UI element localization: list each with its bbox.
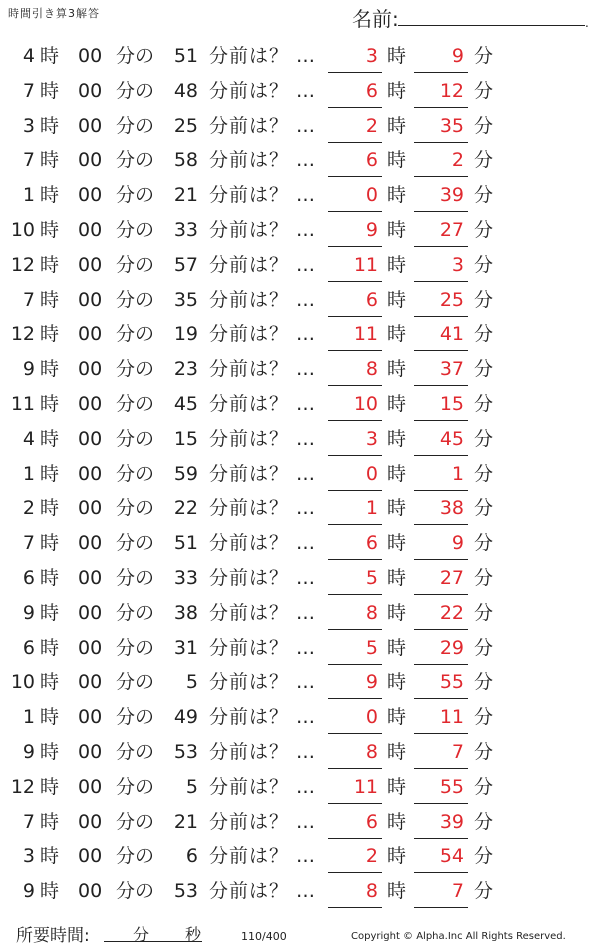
answer-hour: 6: [365, 532, 378, 555]
answer-hour-unit: 時: [387, 323, 407, 346]
question-suffix: 分前は？ …: [209, 149, 317, 172]
problem-minutes: 53: [173, 880, 198, 903]
problem-minutes: 23: [173, 358, 198, 381]
minute-particle-label: 分の: [116, 810, 155, 833]
answer-minute: 9: [451, 532, 464, 555]
question-suffix: 分前は？ …: [209, 288, 317, 311]
hour-unit-label: 時: [40, 79, 60, 102]
answer-hour-unit: 時: [387, 358, 407, 381]
hour-unit-label: 時: [40, 636, 60, 659]
question-suffix: 分前は？ …: [209, 184, 317, 207]
answer-hour: 3: [365, 427, 378, 450]
answer-minute: 54: [439, 845, 464, 868]
problem-row: [0, 212, 600, 247]
problem-minutes: 19: [173, 323, 198, 346]
answer-hour-unit: 時: [387, 706, 407, 729]
name-field-dot: .: [585, 16, 589, 30]
problem-minutes: 51: [173, 45, 198, 67]
answer-minute: 27: [439, 566, 464, 589]
problem-minutes: 51: [173, 532, 198, 555]
answer-hour: 9: [365, 218, 378, 241]
problem-row: [0, 177, 600, 212]
problem-minutes: 21: [173, 184, 198, 207]
answer-minute: 11: [439, 706, 464, 729]
hour-unit-label: 時: [40, 149, 60, 172]
answer-minute-unit: 分: [474, 671, 494, 694]
problem-row: [0, 490, 600, 525]
required-time-second-label: 秒: [185, 925, 202, 944]
zero-minutes: 00: [78, 288, 103, 311]
problem-row: [0, 804, 600, 839]
answer-minute: 2: [451, 149, 464, 172]
hour-unit-label: 時: [40, 427, 60, 450]
problem-hour: 9: [22, 880, 35, 903]
question-suffix: 分前は？ …: [209, 427, 317, 450]
problem-minutes: 21: [173, 810, 198, 833]
answer-minute-unit: 分: [474, 775, 494, 798]
answer-minute: 37: [439, 358, 464, 381]
problem-hour: 7: [22, 288, 35, 311]
question-suffix: 分前は？ …: [209, 880, 317, 903]
problem-minutes: 35: [173, 288, 198, 311]
answer-hour-unit: 時: [387, 601, 407, 624]
zero-minutes: 00: [78, 532, 103, 555]
answer-hour: 1: [365, 497, 378, 520]
answer-hour: 0: [365, 462, 378, 485]
answer-minute: 1: [451, 462, 464, 485]
minute-particle-label: 分の: [116, 253, 155, 276]
hour-unit-label: 時: [40, 218, 60, 241]
problem-row: [0, 386, 600, 421]
problem-row: [0, 38, 600, 73]
problem-row: [0, 421, 600, 456]
zero-minutes: 00: [78, 392, 103, 415]
problem-hour: 10: [10, 218, 35, 241]
answer-hour: 11: [353, 323, 378, 346]
hour-unit-label: 時: [40, 601, 60, 624]
minute-particle-label: 分の: [116, 601, 155, 624]
problem-row: [0, 769, 600, 804]
minute-particle-label: 分の: [116, 880, 155, 903]
answer-hour: 6: [365, 810, 378, 833]
hour-unit-label: 時: [40, 810, 60, 833]
required-time-label: 所要時間:: [16, 926, 90, 946]
problem-row: [0, 699, 600, 734]
problem-minutes: 58: [173, 149, 198, 172]
problem-minutes: 57: [173, 253, 198, 276]
answer-hour: 6: [365, 288, 378, 311]
answer-hour: 6: [365, 79, 378, 102]
answer-minute-unit: 分: [474, 497, 494, 520]
problem-hour: 4: [22, 427, 35, 450]
answer-hour-unit: 時: [387, 288, 407, 311]
answer-hour: 2: [365, 845, 378, 868]
problem-hour: 9: [22, 740, 35, 763]
question-suffix: 分前は？ …: [209, 740, 317, 763]
answer-hour-unit: 時: [387, 114, 407, 137]
answer-minute: 35: [439, 114, 464, 137]
problem-row: [0, 838, 600, 873]
zero-minutes: 00: [78, 740, 103, 763]
problem-minutes: 25: [173, 114, 198, 137]
question-suffix: 分前は？ …: [209, 810, 317, 833]
problem-hour: 7: [22, 810, 35, 833]
problem-hour: 12: [10, 253, 35, 276]
answer-hour: 5: [365, 566, 378, 589]
hour-unit-label: 時: [40, 288, 60, 311]
problem-minutes: 5: [185, 671, 198, 694]
problem-row: [0, 282, 600, 317]
question-suffix: 分前は？ …: [209, 706, 317, 729]
hour-unit-label: 時: [40, 566, 60, 589]
hour-unit-label: 時: [40, 497, 60, 520]
answer-minute-unit: 分: [474, 45, 494, 67]
minute-particle-label: 分の: [116, 288, 155, 311]
answer-hour-unit: 時: [387, 79, 407, 102]
hour-unit-label: 時: [40, 45, 60, 67]
answer-hour-unit: 時: [387, 184, 407, 207]
hour-unit-label: 時: [40, 323, 60, 346]
question-suffix: 分前は？ …: [209, 358, 317, 381]
answer-minute: 15: [439, 392, 464, 415]
answer-hour-unit: 時: [387, 740, 407, 763]
zero-minutes: 00: [78, 671, 103, 694]
minute-particle-label: 分の: [116, 427, 155, 450]
answer-hour-unit: 時: [387, 532, 407, 555]
answer-hour-unit: 時: [387, 253, 407, 276]
answer-minute-unit: 分: [474, 880, 494, 903]
answer-hour-unit: 時: [387, 671, 407, 694]
problem-hour: 9: [22, 601, 35, 624]
minute-particle-label: 分の: [116, 532, 155, 555]
answer-minute-unit: 分: [474, 79, 494, 102]
answer-minute-unit: 分: [474, 288, 494, 311]
answer-minute-unit: 分: [474, 740, 494, 763]
hour-unit-label: 時: [40, 845, 60, 868]
question-suffix: 分前は？ …: [209, 845, 317, 868]
minute-particle-label: 分の: [116, 392, 155, 415]
problem-list: [0, 38, 600, 908]
answer-hour: 5: [365, 636, 378, 659]
answer-hour: 10: [353, 392, 378, 415]
minute-particle-label: 分の: [116, 497, 155, 520]
problem-hour: 7: [22, 79, 35, 102]
answer-hour: 9: [365, 671, 378, 694]
hour-unit-label: 時: [40, 358, 60, 381]
problem-hour: 7: [22, 532, 35, 555]
zero-minutes: 00: [78, 427, 103, 450]
question-suffix: 分前は？ …: [209, 218, 317, 241]
problem-minutes: 38: [173, 601, 198, 624]
zero-minutes: 00: [78, 810, 103, 833]
answer-minute: 7: [451, 740, 464, 763]
answer-hour-unit: 時: [387, 462, 407, 485]
answer-minute: 22: [439, 601, 464, 624]
answer-hour: 8: [365, 601, 378, 624]
problem-hour: 9: [22, 358, 35, 381]
answer-hour-unit: 時: [387, 775, 407, 798]
answer-minute: 39: [439, 184, 464, 207]
answer-minute-unit: 分: [474, 636, 494, 659]
problem-hour: 4: [22, 45, 35, 67]
problem-minutes: 48: [173, 79, 198, 102]
problem-row: [0, 734, 600, 769]
answer-hour: 6: [365, 149, 378, 172]
answer-hour-unit: 時: [387, 149, 407, 172]
hour-unit-label: 時: [40, 880, 60, 903]
problem-minutes: 59: [173, 462, 198, 485]
zero-minutes: 00: [78, 566, 103, 589]
problem-hour: 7: [22, 149, 35, 172]
answer-minute-unit: 分: [474, 706, 494, 729]
answer-minute-unit: 分: [474, 427, 494, 450]
minute-particle-label: 分の: [116, 636, 155, 659]
answer-minute-unit: 分: [474, 566, 494, 589]
minute-particle-label: 分の: [116, 323, 155, 346]
answer-hour-unit: 時: [387, 636, 407, 659]
answer-minute-unit: 分: [474, 114, 494, 137]
question-suffix: 分前は？ …: [209, 671, 317, 694]
problem-row: [0, 560, 600, 595]
answer-hour-unit: 時: [387, 392, 407, 415]
problem-row: [0, 525, 600, 560]
minute-particle-label: 分の: [116, 462, 155, 485]
zero-minutes: 00: [78, 79, 103, 102]
problem-row: [0, 247, 600, 282]
answer-minute-underline: [414, 907, 468, 908]
zero-minutes: 00: [78, 218, 103, 241]
hour-unit-label: 時: [40, 706, 60, 729]
answer-minute-unit: 分: [474, 149, 494, 172]
problem-hour: 3: [22, 845, 35, 868]
zero-minutes: 00: [78, 45, 103, 67]
minute-particle-label: 分の: [116, 671, 155, 694]
problem-hour: 12: [10, 323, 35, 346]
answer-minute: 3: [451, 253, 464, 276]
name-field-line: [398, 25, 585, 26]
answer-minute-unit: 分: [474, 810, 494, 833]
zero-minutes: 00: [78, 462, 103, 485]
minute-particle-label: 分の: [116, 566, 155, 589]
hour-unit-label: 時: [40, 775, 60, 798]
problem-row: [0, 316, 600, 351]
zero-minutes: 00: [78, 636, 103, 659]
problem-hour: 12: [10, 775, 35, 798]
problem-row: [0, 595, 600, 630]
problem-minutes: 15: [173, 427, 198, 450]
problem-minutes: 5: [185, 775, 198, 798]
question-suffix: 分前は？ …: [209, 462, 317, 485]
zero-minutes: 00: [78, 184, 103, 207]
answer-hour: 0: [365, 706, 378, 729]
answer-minute-unit: 分: [474, 392, 494, 415]
zero-minutes: 00: [78, 358, 103, 381]
minute-particle-label: 分の: [116, 775, 155, 798]
answer-hour-unit: 時: [387, 427, 407, 450]
minute-particle-label: 分の: [116, 114, 155, 137]
answer-minute-unit: 分: [474, 218, 494, 241]
answer-minute: 9: [451, 45, 464, 67]
question-suffix: 分前は？ …: [209, 392, 317, 415]
answer-hour: 2: [365, 114, 378, 137]
zero-minutes: 00: [78, 601, 103, 624]
minute-particle-label: 分の: [116, 149, 155, 172]
problem-hour: 6: [22, 636, 35, 659]
problem-row: [0, 351, 600, 386]
answer-minute-unit: 分: [474, 532, 494, 555]
answer-minute: 7: [451, 880, 464, 903]
name-label: 名前:: [352, 7, 399, 31]
zero-minutes: 00: [78, 149, 103, 172]
answer-minute: 39: [439, 810, 464, 833]
problem-row: [0, 73, 600, 108]
problem-row: [0, 873, 600, 908]
answer-minute: 12: [439, 79, 464, 102]
minute-particle-label: 分の: [116, 218, 155, 241]
answer-minute: 41: [439, 323, 464, 346]
problem-minutes: 22: [173, 497, 198, 520]
zero-minutes: 00: [78, 706, 103, 729]
required-time-minute-label: 分: [133, 925, 150, 944]
problem-minutes: 31: [173, 636, 198, 659]
minute-particle-label: 分の: [116, 740, 155, 763]
answer-minute: 55: [439, 671, 464, 694]
question-suffix: 分前は？ …: [209, 79, 317, 102]
zero-minutes: 00: [78, 114, 103, 137]
minute-particle-label: 分の: [116, 79, 155, 102]
answer-minute-unit: 分: [474, 323, 494, 346]
problem-hour: 1: [22, 706, 35, 729]
problem-minutes: 49: [173, 706, 198, 729]
answer-hour-unit: 時: [387, 810, 407, 833]
question-suffix: 分前は？ …: [209, 45, 317, 67]
minute-particle-label: 分の: [116, 358, 155, 381]
problem-hour: 1: [22, 184, 35, 207]
hour-unit-label: 時: [40, 253, 60, 276]
problem-minutes: 53: [173, 740, 198, 763]
zero-minutes: 00: [78, 497, 103, 520]
answer-minute: 29: [439, 636, 464, 659]
zero-minutes: 00: [78, 323, 103, 346]
answer-minute: 55: [439, 775, 464, 798]
question-suffix: 分前は？ …: [209, 636, 317, 659]
question-suffix: 分前は？ …: [209, 323, 317, 346]
problem-hour: 10: [10, 671, 35, 694]
worksheet-title: 時間引き算3解答: [8, 7, 100, 20]
answer-hour: 0: [365, 184, 378, 207]
problem-minutes: 33: [173, 566, 198, 589]
question-suffix: 分前は？ …: [209, 775, 317, 798]
hour-unit-label: 時: [40, 671, 60, 694]
minute-particle-label: 分の: [116, 706, 155, 729]
problem-hour: 11: [10, 392, 35, 415]
problem-minutes: 6: [185, 845, 198, 868]
answer-hour: 8: [365, 740, 378, 763]
page-number: 110/400: [241, 930, 287, 943]
question-suffix: 分前は？ …: [209, 532, 317, 555]
problem-row: [0, 108, 600, 143]
answer-hour-unit: 時: [387, 45, 407, 67]
answer-hour-unit: 時: [387, 566, 407, 589]
answer-hour: 11: [353, 775, 378, 798]
problem-row: [0, 142, 600, 177]
problem-minutes: 33: [173, 218, 198, 241]
question-suffix: 分前は？ …: [209, 566, 317, 589]
question-suffix: 分前は？ …: [209, 253, 317, 276]
zero-minutes: 00: [78, 880, 103, 903]
hour-unit-label: 時: [40, 462, 60, 485]
zero-minutes: 00: [78, 845, 103, 868]
answer-hour-underline: [328, 907, 382, 908]
answer-minute-unit: 分: [474, 253, 494, 276]
problem-row: [0, 456, 600, 491]
minute-particle-label: 分の: [116, 845, 155, 868]
problem-minutes: 45: [173, 392, 198, 415]
answer-hour-unit: 時: [387, 845, 407, 868]
problem-row: [0, 664, 600, 699]
answer-minute: 25: [439, 288, 464, 311]
hour-unit-label: 時: [40, 184, 60, 207]
question-suffix: 分前は？ …: [209, 601, 317, 624]
answer-hour: 8: [365, 880, 378, 903]
problem-row: [0, 630, 600, 665]
zero-minutes: 00: [78, 775, 103, 798]
problem-hour: 3: [22, 114, 35, 137]
answer-minute-unit: 分: [474, 184, 494, 207]
zero-minutes: 00: [78, 253, 103, 276]
question-suffix: 分前は？ …: [209, 114, 317, 137]
question-suffix: 分前は？ …: [209, 497, 317, 520]
answer-minute-unit: 分: [474, 462, 494, 485]
answer-minute: 27: [439, 218, 464, 241]
answer-hour: 8: [365, 358, 378, 381]
answer-hour-unit: 時: [387, 218, 407, 241]
minute-particle-label: 分の: [116, 45, 155, 67]
answer-minute-unit: 分: [474, 601, 494, 624]
minute-particle-label: 分の: [116, 184, 155, 207]
hour-unit-label: 時: [40, 532, 60, 555]
answer-minute-unit: 分: [474, 845, 494, 868]
answer-hour-unit: 時: [387, 497, 407, 520]
answer-minute: 45: [439, 427, 464, 450]
answer-hour: 3: [365, 45, 378, 67]
copyright-notice: Copyright © Alpha.Inc All Rights Reserved.: [351, 931, 566, 942]
answer-hour: 11: [353, 253, 378, 276]
hour-unit-label: 時: [40, 392, 60, 415]
answer-hour-unit: 時: [387, 880, 407, 903]
hour-unit-label: 時: [40, 114, 60, 137]
hour-unit-label: 時: [40, 740, 60, 763]
answer-minute-unit: 分: [474, 358, 494, 381]
problem-hour: 1: [22, 462, 35, 485]
answer-minute: 38: [439, 497, 464, 520]
problem-hour: 2: [22, 497, 35, 520]
problem-hour: 6: [22, 566, 35, 589]
